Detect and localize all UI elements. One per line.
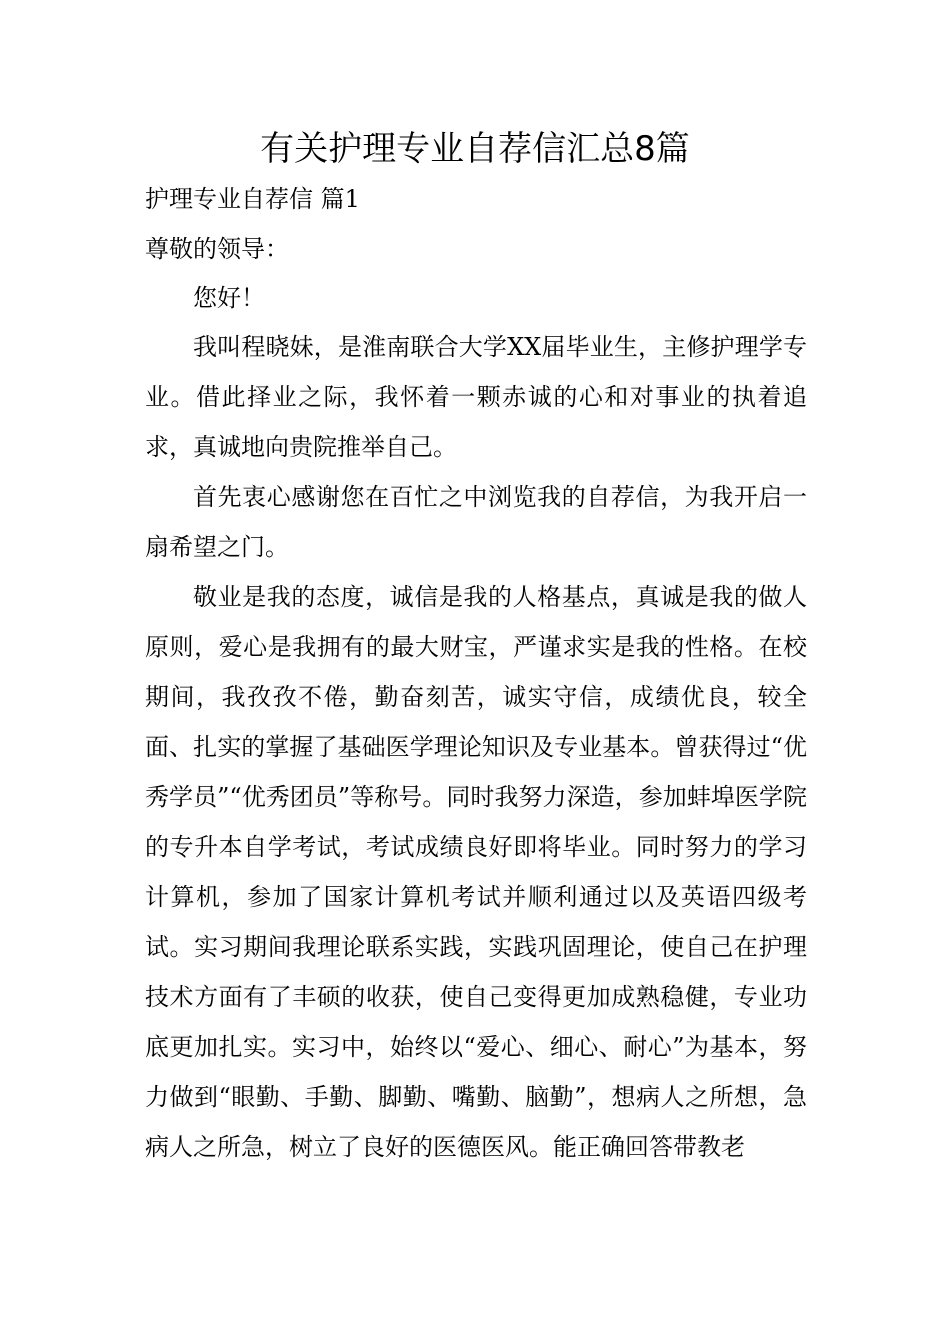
paragraph-qualities: 敬业是我的态度，诚信是我的人格基点，真诚是我的做人原则，爱心是我拥有的最大财宝，严谨求实是我的性格。在校期间，我孜孜不倦，勤奋刻苦，诚实守信，成绩优良，较全面、扎实的掌握了基础医学理论知识及专业基本。曾获得过“优秀学员”“优秀团员”等称号。同时我努力深造，参加蚌埠医学院的专升本自学考试，考试成绩良好即将毕业。同时努力的学习计算机，参加了国家计算机考试并顺利通过以及英语四级考试。实习期间我理论联系实践，实践巩固理论，使自己在护理技术方面有了丰硕的收获，使自己变得更加成熟稳健，专业功底更加扎实。实习中，始终以“爱心、细心、耐心”为基本，努力做到“眼勤、手勤、脚勤、嘴勤、脑勤”，想病人之所想，急病人之所急，树立了良好的医德医风。能正确回答带教老	[145, 583, 807, 1161]
section-heading: 护理专业自荐信 篇1	[145, 185, 360, 213]
letter-body	[145, 322, 807, 1172]
salutation: 尊敬的领导：	[145, 235, 289, 263]
paragraph-intro: 我叫程晓妹，是淮南联合大学XX届毕业生，主修护理学专业。借此择业之际，我怀着一颗赤诚的心和对事业的执着追求，真诚地向贵院推举自己。	[145, 333, 807, 461]
paragraph-thanks: 首先衷心感谢您在百忙之中浏览我的自荐信，为我开启一扇希望之门。	[145, 483, 807, 561]
greeting: 您好！	[193, 284, 265, 312]
document-title: 有关护理专业自荐信汇总8篇	[260, 129, 690, 169]
